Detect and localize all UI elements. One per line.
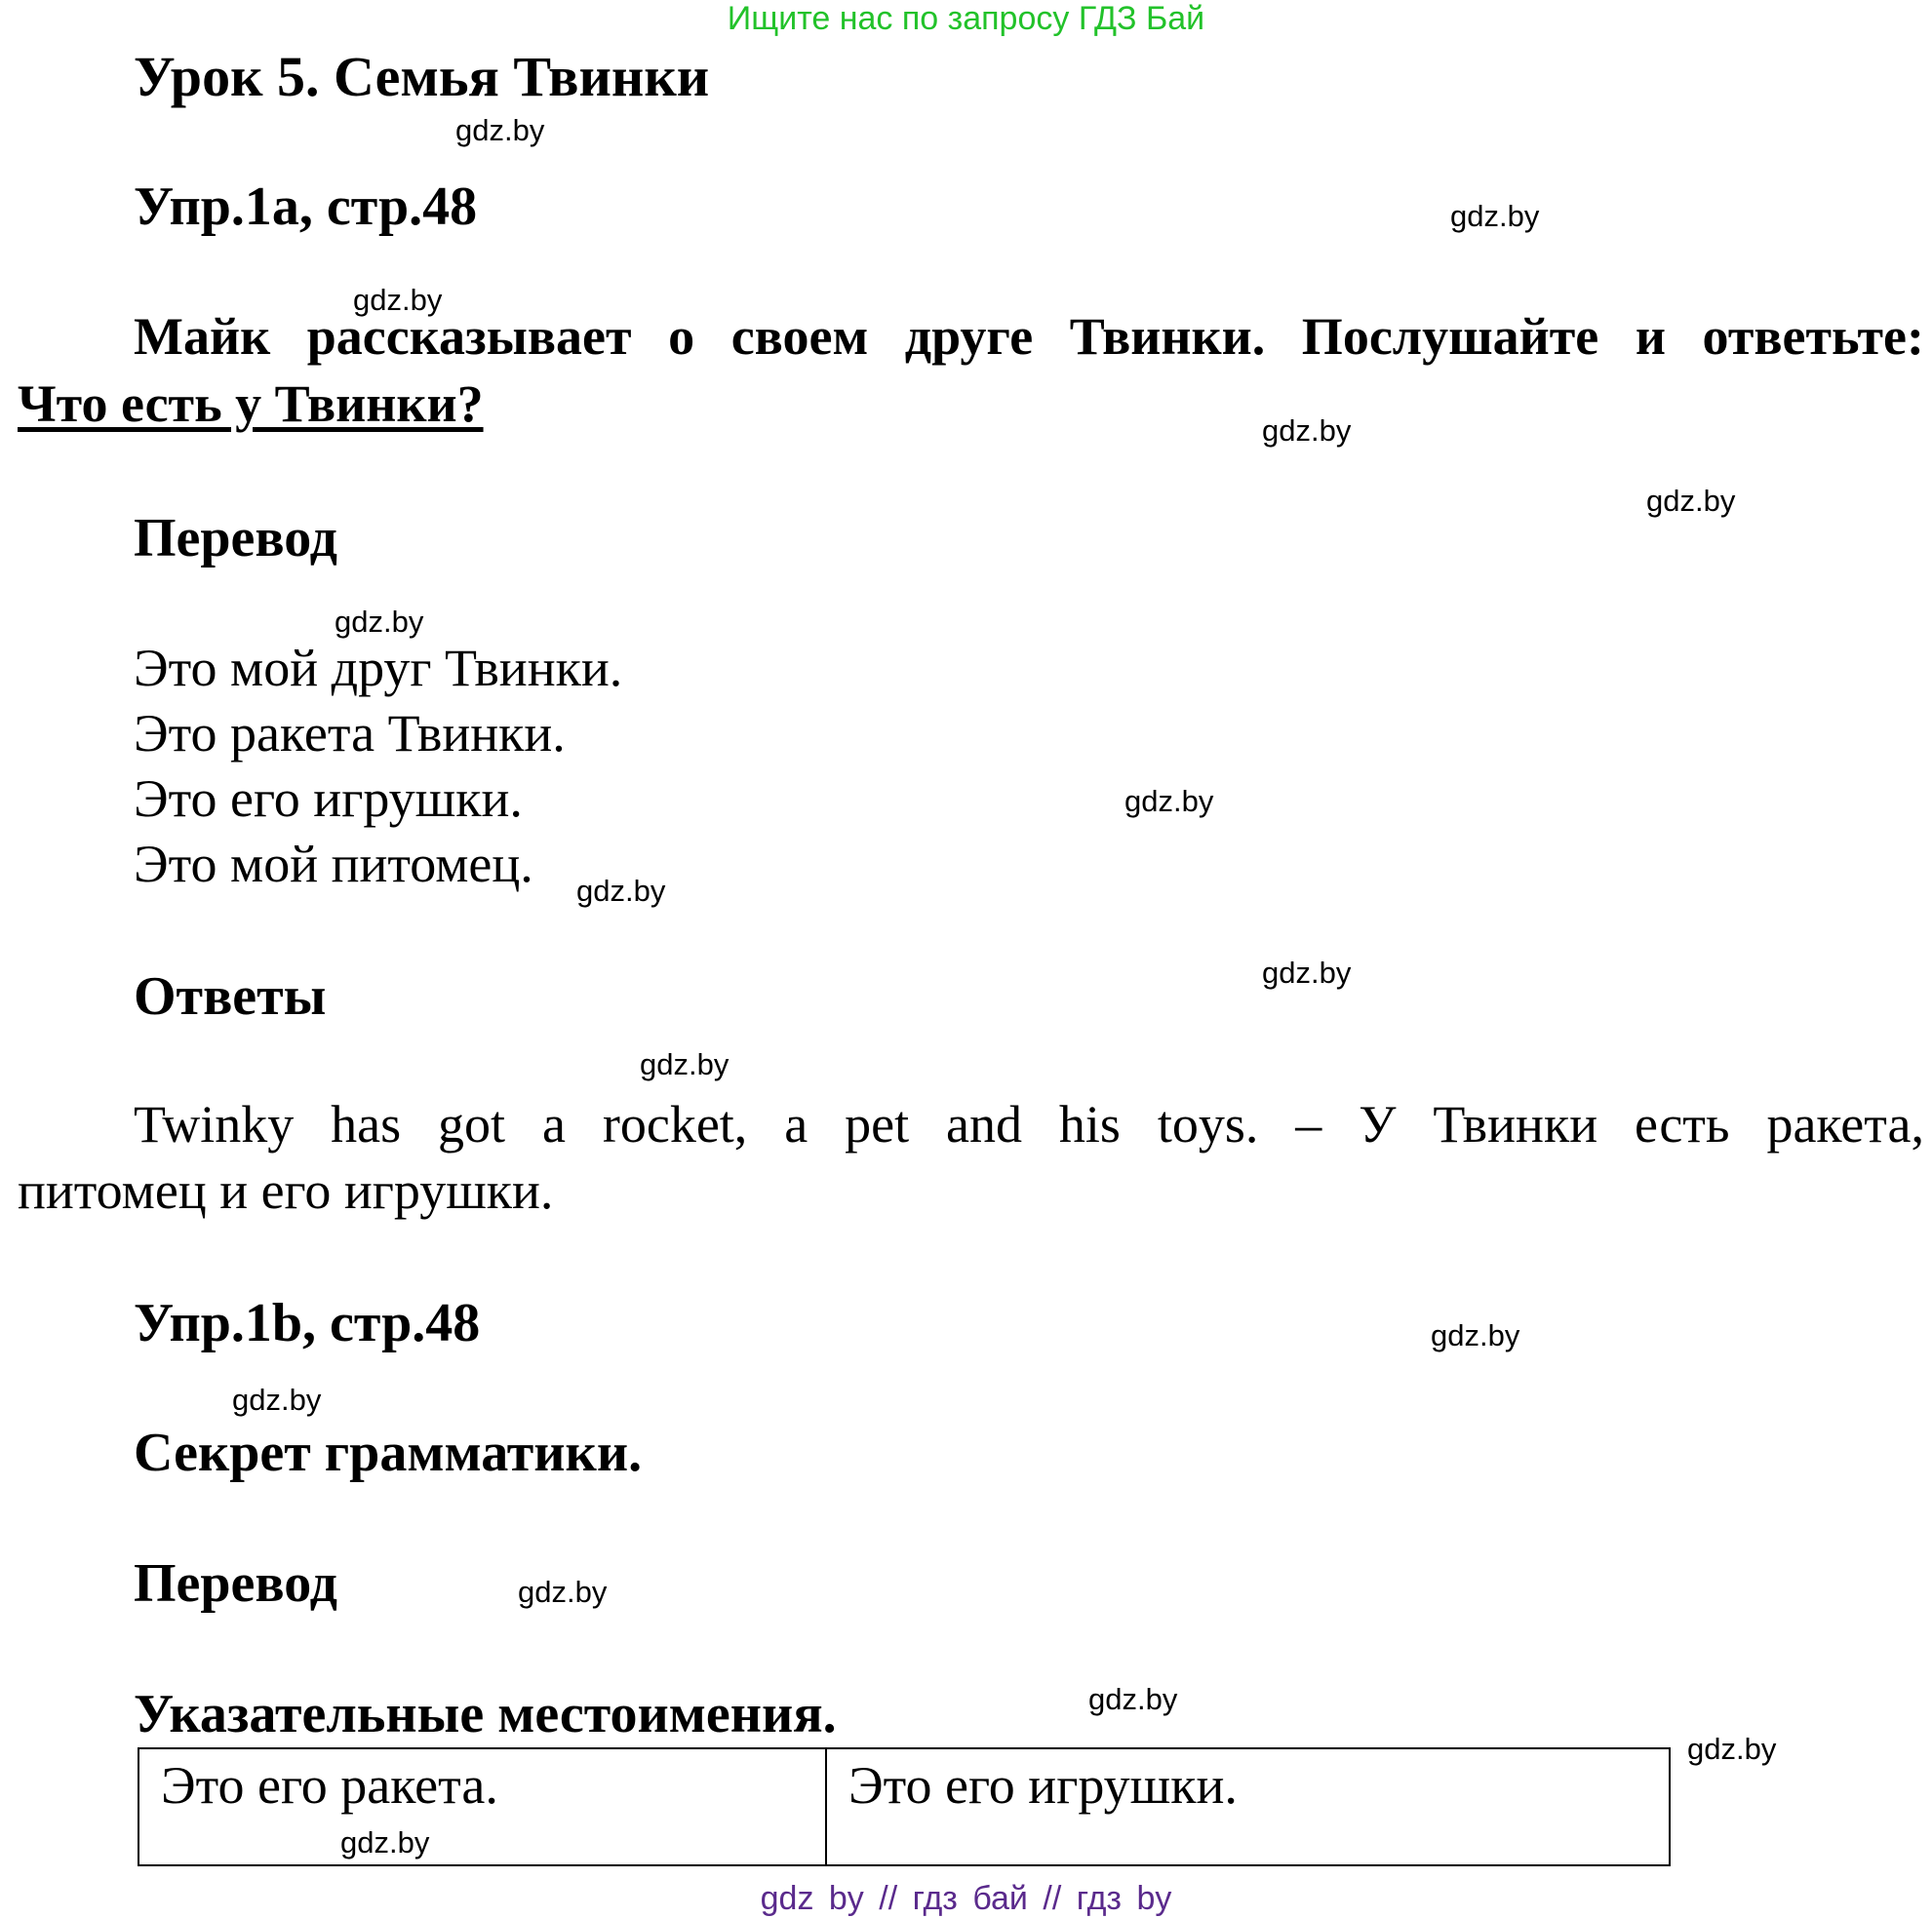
translation-heading: Перевод [134, 508, 337, 568]
watermark: gdz.by [1450, 199, 1540, 233]
exercise-1b-heading: Упр.1b, стр.48 [134, 1293, 481, 1353]
translation-heading-1b: Перевод [134, 1553, 337, 1614]
answers-heading: Ответы [134, 966, 327, 1027]
footer-watermark: gdz by // гдз бай // гдз by [760, 1880, 1172, 1917]
watermark: gdz.by [335, 605, 424, 639]
watermark: gdz.by [1124, 784, 1214, 818]
watermark: gdz.by [1262, 956, 1352, 990]
watermark: gdz.by [1088, 1682, 1178, 1716]
watermark: gdz.by [640, 1047, 729, 1081]
translation-line: Это его игрушки. [134, 769, 523, 828]
watermark: gdz.by [1687, 1732, 1777, 1766]
lesson-title: Урок 5. Семья Твинки [134, 45, 710, 108]
exercise-1a-heading: Упр.1a, стр.48 [134, 176, 478, 237]
table-cell-text: Это его ракета. [161, 1756, 498, 1815]
exercise-1a-task: Майк рассказывает о своем друге Твинки. Послушайте и ответьте: [134, 307, 1924, 366]
watermark: gdz.by [232, 1383, 322, 1417]
watermark: gdz.by [1431, 1318, 1520, 1352]
translation-line: Это мой друг Твинки. [134, 639, 623, 697]
grammar-secret-heading: Секрет грамматики. [134, 1423, 643, 1483]
watermark: gdz.by [340, 1825, 430, 1859]
watermark: gdz.by [455, 113, 545, 147]
translation-line: Это мой питомец. [134, 835, 533, 893]
translation-line: Это ракета Твинки. [134, 704, 566, 763]
watermark: gdz.by [1262, 413, 1352, 448]
watermark: gdz.by [1646, 484, 1736, 518]
table-cell-text: Это его игрушки. [848, 1756, 1238, 1815]
table-title: Указательные местоимения. [134, 1684, 837, 1744]
watermark: gdz.by [518, 1575, 608, 1609]
exercise-1a-question: Что есть у Твинки? [18, 374, 484, 433]
search-banner: Ищите нас по запросу ГДЗ Бай [727, 0, 1205, 37]
watermark: gdz.by [353, 283, 443, 317]
answer-line: питомец и его игрушки. [18, 1161, 554, 1220]
table-cell [139, 1749, 827, 1864]
answer-line: Twinky has got a rocket, a pet and his toys. – У Твинки есть ракета, [134, 1095, 1924, 1154]
watermark: gdz.by [576, 874, 666, 908]
table-cell [827, 1749, 1669, 1864]
